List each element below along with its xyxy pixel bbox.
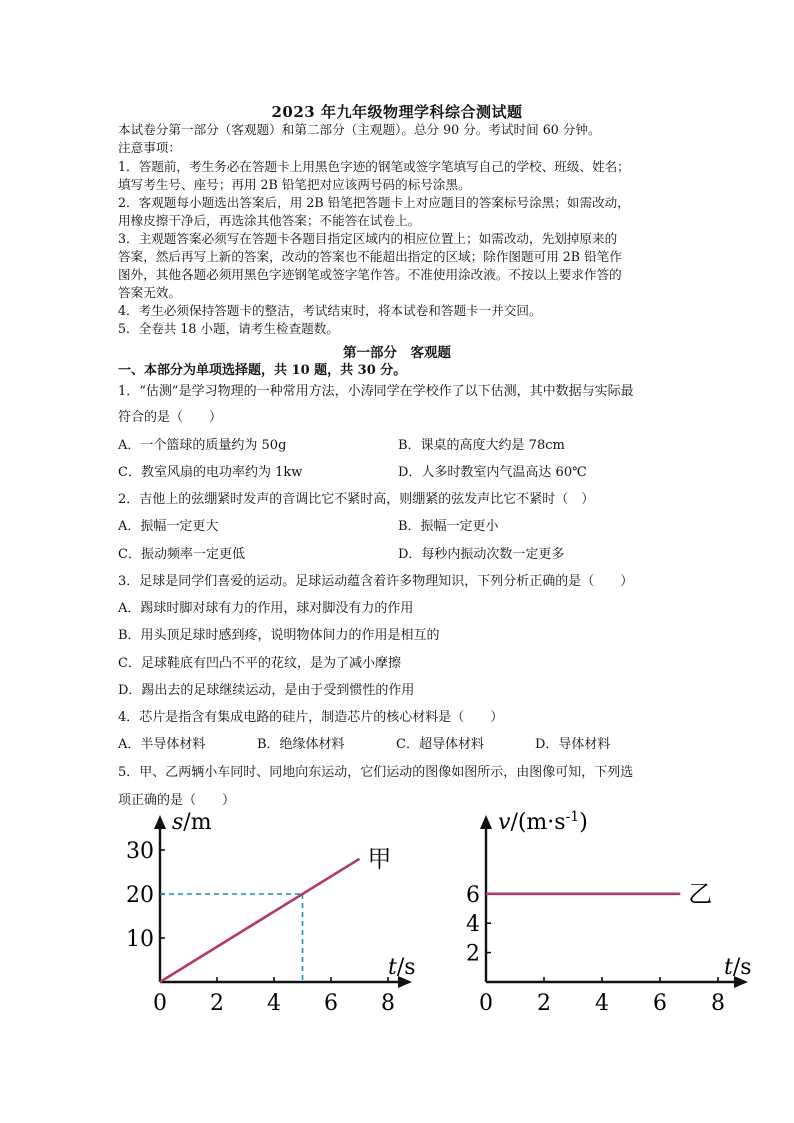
- q4-option-d: D．导体材料: [535, 737, 611, 752]
- part1-title: 第一部分 客观题: [343, 345, 451, 361]
- x-tick-label: 6: [653, 991, 667, 1016]
- notes-title: 注意事项：: [118, 140, 181, 155]
- q3-option-b: B．用头顶足球时感到疼，说明物体间力的作用是相互的: [118, 628, 440, 643]
- note-line: 1．答题前，考生务必在答题卡上用黑色字迹的钢笔或签字笔填写自己的学校、班级、姓名；: [118, 159, 630, 174]
- q3-option-d: D．踢出去的足球继续运动，是由于受到惯性的作用: [118, 683, 415, 698]
- y-tick-label: 10: [126, 927, 154, 952]
- y-tick-label: 30: [126, 839, 154, 864]
- x-tick-label: 4: [595, 991, 609, 1016]
- question-5-stem-cont: 项正确的是（ ）: [118, 793, 236, 808]
- note-line: 4．考生必须保持答题卡的整洁，考试结束时，将本试卷和答题卡一并交回。: [118, 303, 542, 318]
- x-tick-label: 6: [324, 991, 338, 1016]
- y-axis-arrow: [154, 815, 166, 829]
- question-1-stem-cont: 符合的是（ ）: [118, 410, 223, 425]
- q3-option-a: A．踢球时脚对球有力的作用，球对脚没有力的作用: [118, 601, 414, 616]
- y-tick-label: 2: [466, 941, 480, 967]
- y-tick-label: 6: [466, 882, 480, 908]
- q1-option-c: C．教室风扇的电功率约为 1kw: [118, 465, 303, 480]
- series-label: 甲: [367, 844, 392, 873]
- x-tick-label: 8: [381, 991, 395, 1016]
- section-heading: 一、本部分为单项选择题，共 10 题，共 30 分。: [118, 363, 407, 378]
- note-line: 3．主观题答案必须写在答题卡各题目指定区域内的相应位置上；如需改动，先划掉原来的: [118, 231, 618, 246]
- intro-text: 本试卷分第一部分（客观题）和第二部分（主观题）。总分 90 分。考试时间 60 分钟。: [118, 122, 601, 137]
- series-line: [160, 859, 360, 982]
- s-t-graph: [110, 810, 430, 1020]
- note-line: 5．全卷共 18 小题，请考生检查题数。: [118, 321, 339, 336]
- y-tick-label: 20: [126, 883, 154, 908]
- question-2-stem: 2．吉他上的弦绷紧时发声的音调比它不紧时高，则绷紧的弦发声比它不紧时（ ）: [118, 492, 595, 507]
- y-axis-arrow: [480, 815, 492, 829]
- x-tick-label: 2: [210, 991, 224, 1016]
- x-axis-label: t/s: [724, 955, 752, 980]
- x-axis-label: t/s: [388, 955, 416, 980]
- y-axis-label: s/m: [172, 810, 212, 835]
- q4-option-c: C．超导体材料: [396, 737, 484, 752]
- q1-option-a: A．一个篮球的质量约为 50g: [118, 438, 287, 453]
- y-axis-label: $v/(m\cdot s^{-1})$: [498, 810, 588, 835]
- note-line: 图外，其他各题必须用黑色字迹钢笔或签字笔作答。不准使用涂改液。不按以上要求作答的: [118, 267, 622, 282]
- x-tick-label: 8: [711, 991, 725, 1016]
- question-4-stem: 4．芯片是指含有集成电路的硅片，制造芯片的核心材料是（ ）: [118, 710, 504, 725]
- note-line: 答案，然后再写上新的答案，改动的答案也不能超出指定的区域；除作图题可用 2B 铅笔作: [118, 249, 622, 264]
- q1-option-d: D．人多时教室内气温高达 60℃: [398, 465, 587, 480]
- x-tick-label: 4: [267, 991, 281, 1016]
- q4-option-b: B．绝缘体材料: [257, 737, 345, 752]
- note-line: 填写考生号、座号；再用 2B 铅笔把对应该两号码的标号涂黑。: [118, 177, 471, 192]
- y-tick-label: 4: [466, 912, 480, 938]
- v-t-graph: [445, 810, 765, 1020]
- note-line: 2．客观题每小题选出答案后，用 2B 铅笔把答题卡上对应题目的答案标号涂黑；如需改动，: [118, 195, 630, 210]
- q1-option-b: B．课桌的高度大约是 78cm: [398, 438, 565, 453]
- question-3-stem: 3．足球是同学们喜爱的运动。足球运动蕴含着许多物理知识，下列分析正确的是（ ）: [118, 574, 634, 589]
- question-1-stem: 1．“估测”是学习物理的一种常用方法，小涛同学在学校作了以下估测，其中数据与实际最: [118, 384, 634, 399]
- q2-option-b: B．振幅一定更小: [398, 519, 499, 534]
- note-line: 用橡皮擦干净后，再选涂其他答案；不能答在试卷上。: [118, 213, 421, 228]
- series-label: 乙: [688, 879, 713, 908]
- x-tick-label: 0: [479, 991, 493, 1016]
- x-tick-label: 0: [153, 991, 167, 1016]
- question-5-stem: 5．甲、乙两辆小车同时、同地向东运动，它们运动的图像如图所示，由图像可知，下列选: [118, 765, 634, 780]
- q2-option-d: D．每秒内振动次数一定更多: [398, 547, 565, 562]
- x-tick-label: 2: [537, 991, 551, 1016]
- q3-option-c: C．足球鞋底有凹凸不平的花纹，是为了减小摩擦: [118, 656, 401, 671]
- page-title: 2023 年九年级物理学科综合测试题: [271, 103, 523, 121]
- q2-option-c: C．振动频率一定更低: [118, 547, 245, 562]
- note-line: 答案无效。: [118, 285, 181, 300]
- q4-option-a: A．半导体材料: [118, 737, 206, 752]
- q2-option-a: A．振幅一定更大: [118, 519, 219, 534]
